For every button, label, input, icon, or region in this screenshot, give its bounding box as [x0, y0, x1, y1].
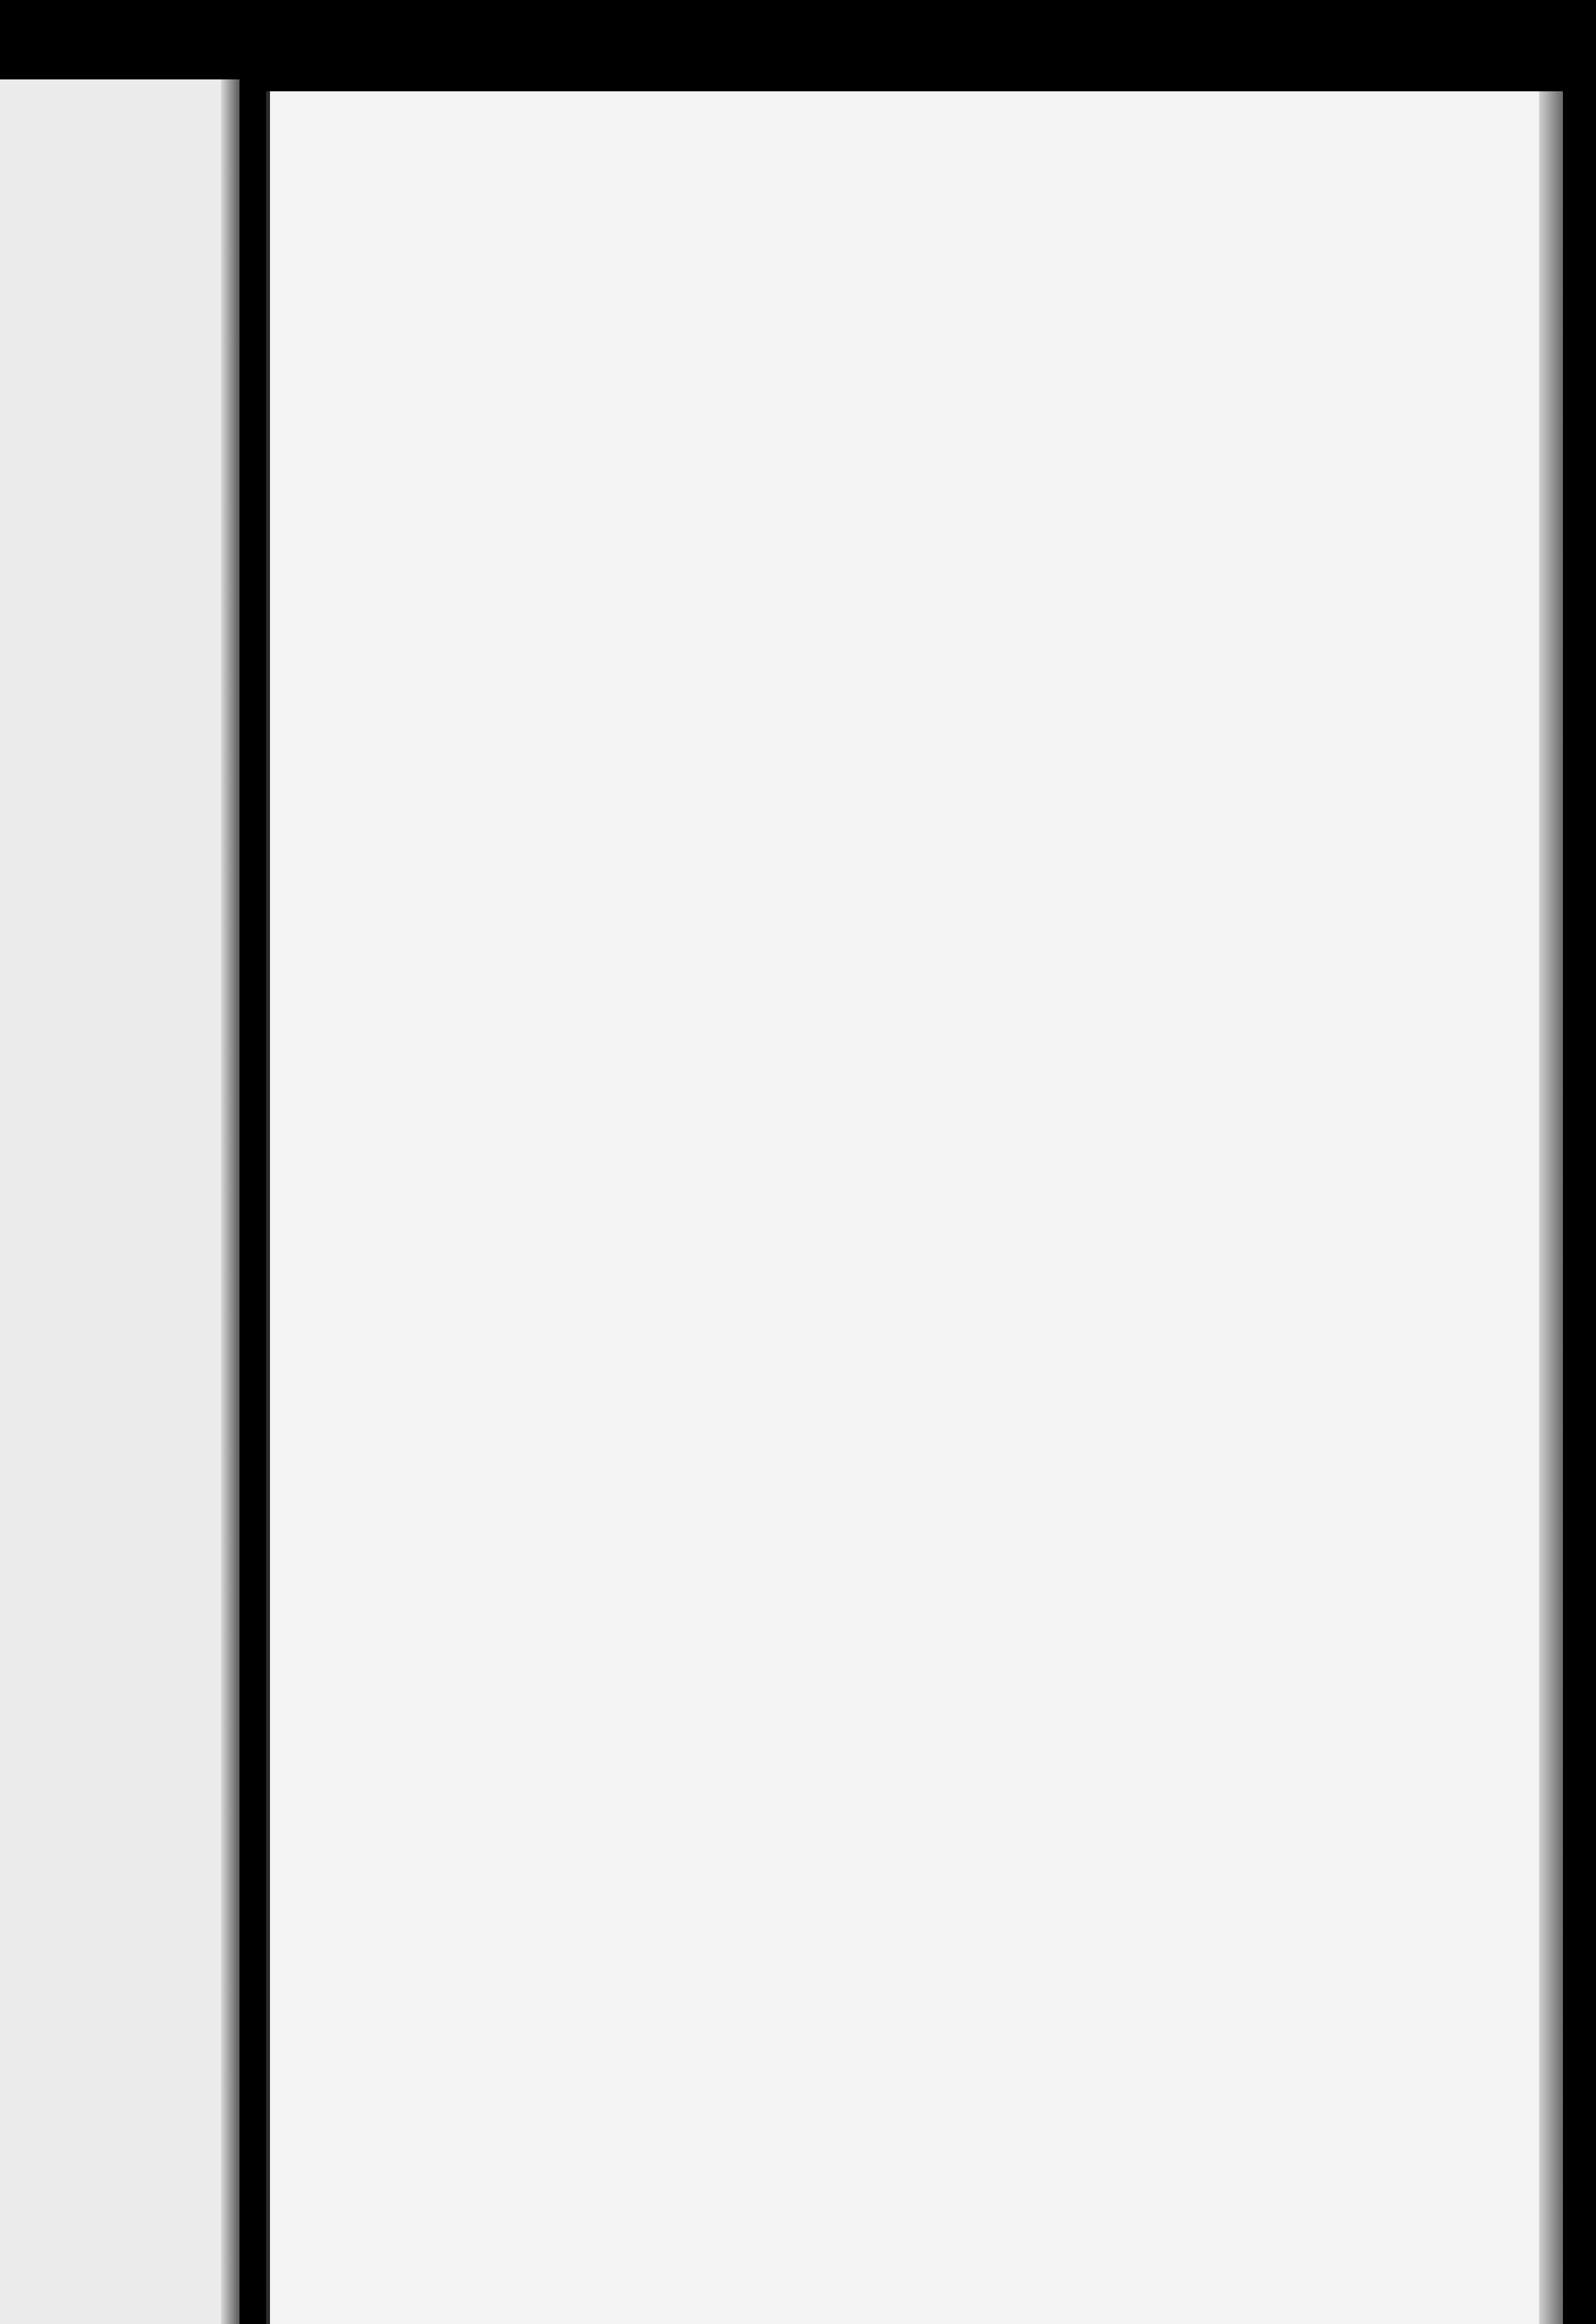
left-page-gutter-shadow: [221, 79, 240, 2324]
book-spine: [240, 0, 266, 2324]
book-page: [266, 91, 1563, 2324]
facing-page-left: [0, 79, 240, 2324]
page-edge-shadow: [1539, 91, 1563, 2324]
